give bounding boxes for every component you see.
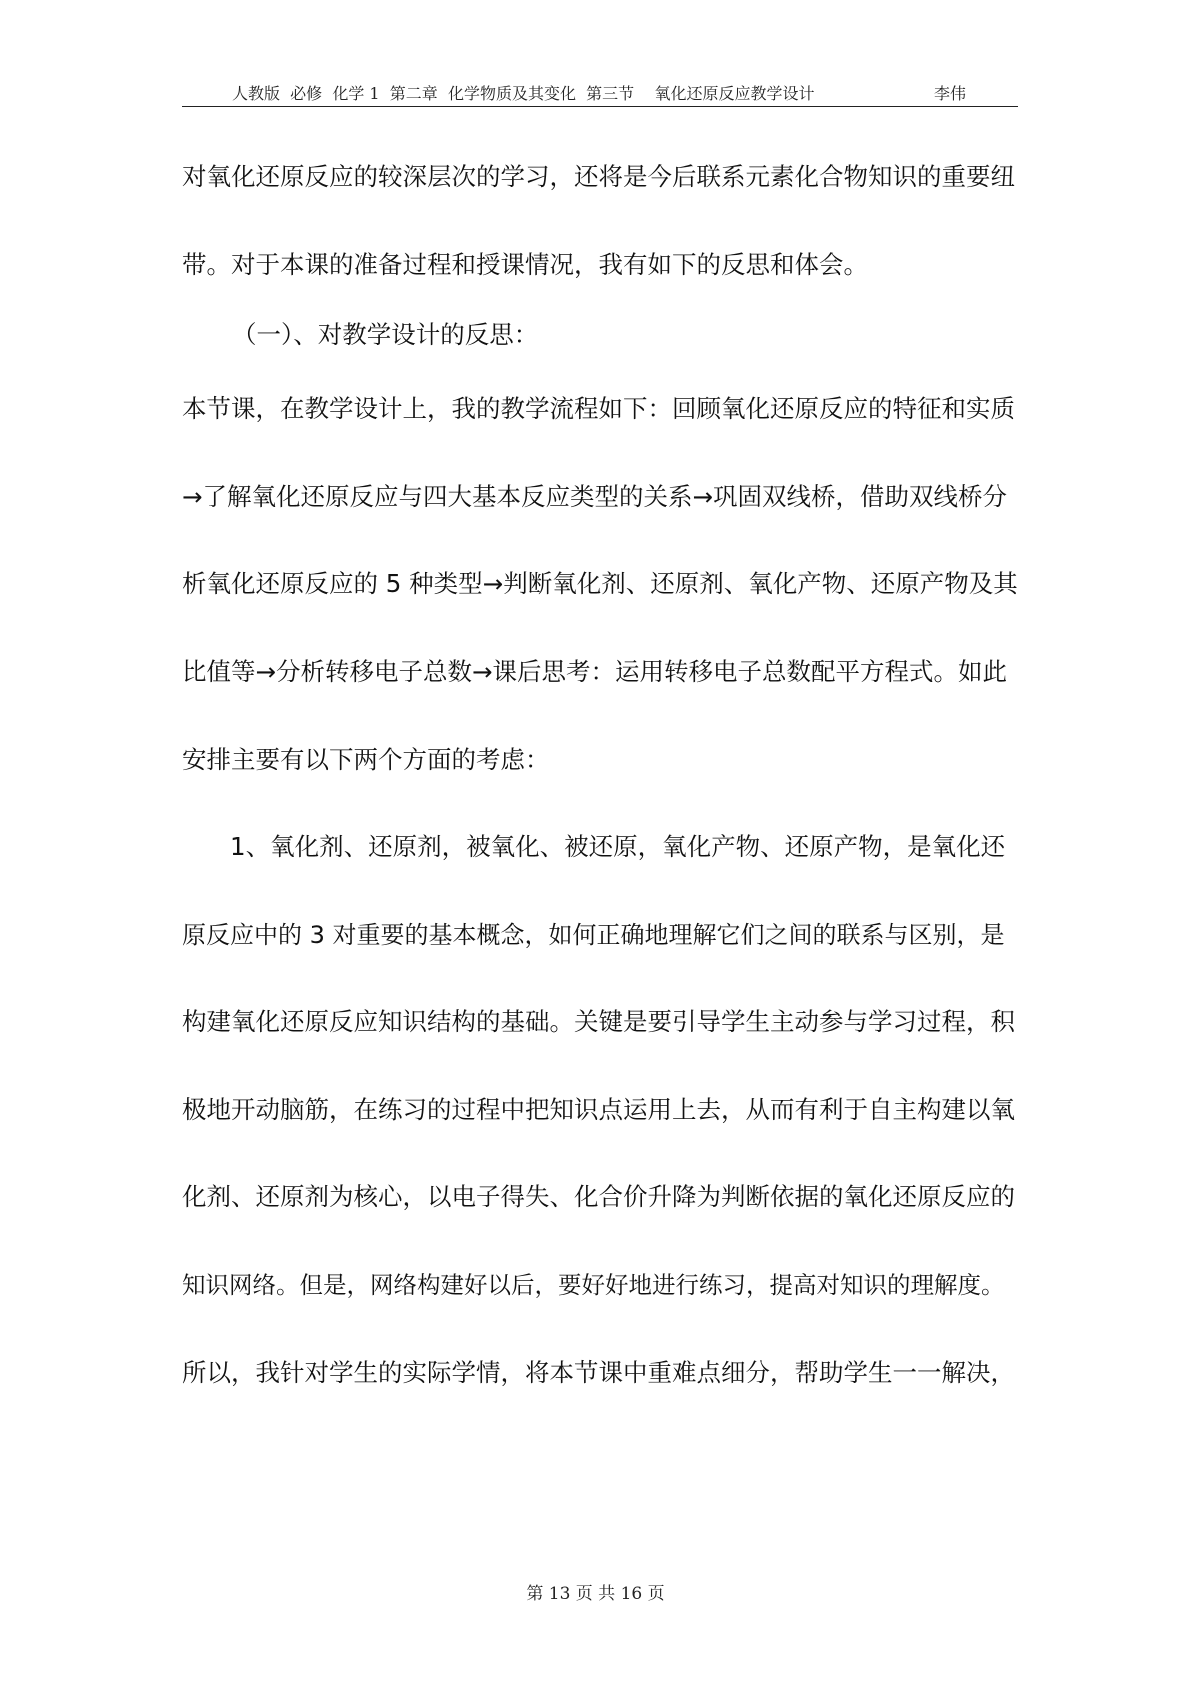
body-line-10: 构建氧化还原反应知识结构的基础。关键是要引导学生主动参与学习过程，积 xyxy=(182,1007,1015,1036)
page-footer xyxy=(0,1579,1191,1604)
body-line-5: 析氧化还原反应的 5 种类型→判断氧化剂、还原剂、氧化产物、还原产物及其 xyxy=(182,569,1018,598)
header-course-title: 人教版 必修 化学 1 第二章 化学物质及其变化 第三节 氧化还原反应教学设计 xyxy=(232,84,815,103)
page-number: 第 13 页 共 16 页 xyxy=(526,1584,665,1604)
body-line-8: 1、氧化剂、还原剂，被氧化、被还原，氧化产物、还原产物，是氧化还 xyxy=(230,832,1006,861)
body-line-2: 带。对于本课的准备过程和授课情况，我有如下的反思和体会。 xyxy=(182,250,868,279)
body-line-4: →了解氧化还原反应与四大基本反应类型的关系→巩固双线桥，借助双线桥分 xyxy=(182,482,1008,511)
body-line-12: 化剂、还原剂为核心，以电子得失、化合价升降为判断依据的氧化还原反应的 xyxy=(182,1182,1015,1211)
section-heading: （一）、对教学设计的反思： xyxy=(232,320,539,349)
header-author: 李伟 xyxy=(934,84,967,103)
body-line-1: 对氧化还原反应的较深层次的学习，还将是今后联系元素化合物知识的重要纽 xyxy=(182,162,1015,191)
body-line-3: 本节课，在教学设计上，我的教学流程如下：回顾氧化还原反应的特征和实质 xyxy=(182,394,1015,423)
body-line-6: 比值等→分析转移电子总数→课后思考：运用转移电子总数配平方程式。如此 xyxy=(182,657,1008,686)
body-line-11: 极地开动脑筋，在练习的过程中把知识点运用上去，从而有利于自主构建以氧 xyxy=(182,1095,1015,1124)
body-line-7: 安排主要有以下两个方面的考虑： xyxy=(182,745,550,774)
page-header xyxy=(182,82,1018,107)
body-line-9: 原反应中的 3 对重要的基本概念，如何正确地理解它们之间的联系与区别，是 xyxy=(182,921,1005,949)
body-line-14: 所以，我针对学生的实际学情，将本节课中重难点细分，帮助学生一一解决， xyxy=(182,1358,1015,1387)
body-line-13: 知识网络。但是，网络构建好以后，要好好地进行练习，提高对知识的理解度。 xyxy=(182,1271,1005,1299)
